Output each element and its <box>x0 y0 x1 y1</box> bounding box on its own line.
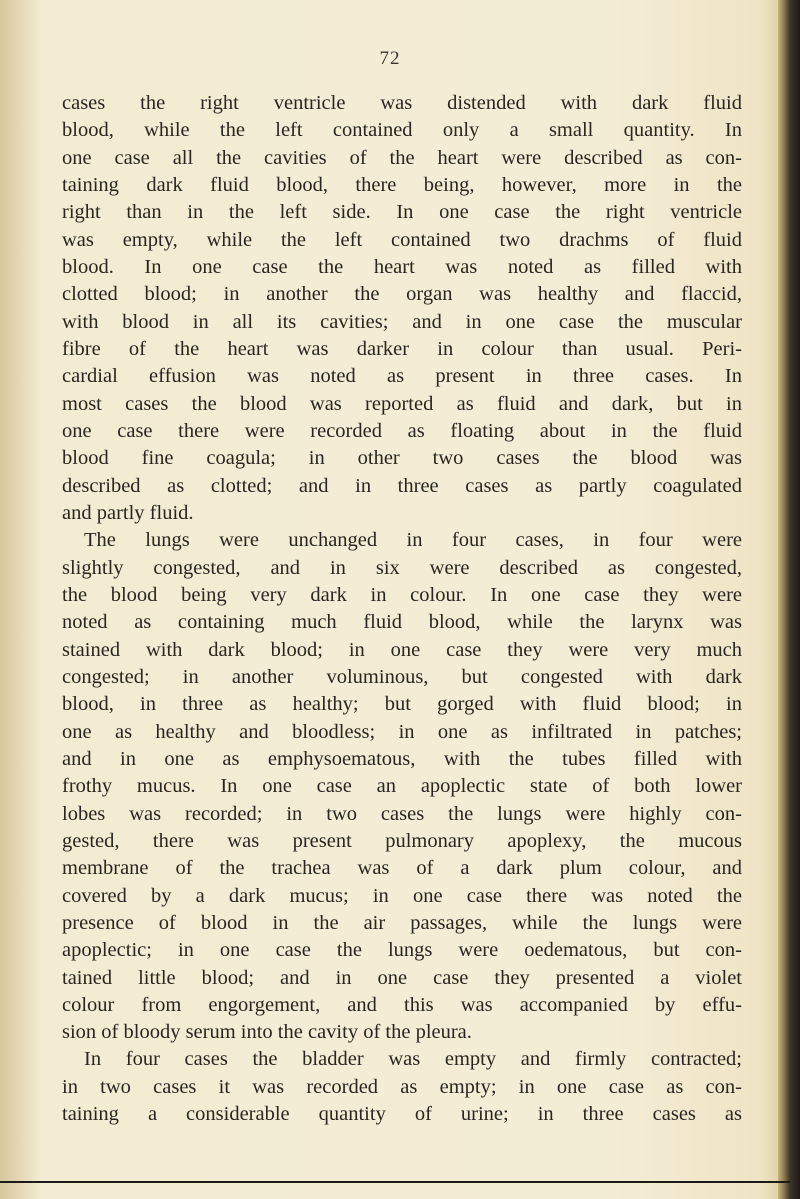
text-line: gested, there was present pulmonary apoplexy, the mucous <box>62 829 742 852</box>
text-line: most cases the blood was reported as fluid and dark, but in <box>62 392 742 415</box>
text-line: tained little blood; and in one case they presented a violet <box>62 966 742 989</box>
text-line: frothy mucus. In one case an apoplectic state of both lower <box>62 775 742 798</box>
text-line: lobes was recorded; in two cases the lungs were highly con- <box>62 802 742 825</box>
text-line: taining a considerable quantity of urine; in three cases as <box>62 1103 742 1126</box>
text-line: right than in the left side. In one case the right ventricle <box>62 201 742 224</box>
text-line: fibre of the heart was darker in colour than usual. Peri- <box>62 337 742 360</box>
bottom-edge-line <box>0 1181 790 1183</box>
text-line: sion of bloody serum into the cavity of the pleura. <box>62 1021 472 1044</box>
text-line: in two cases it was recorded as empty; in one case as con- <box>62 1075 742 1098</box>
text-line: blood, in three as healthy; but gorged with fluid blood; in <box>62 693 742 716</box>
text-line: noted as containing much fluid blood, while the larynx was <box>62 611 742 634</box>
text-line: membrane of the trachea was of a dark plum colour, and <box>62 857 742 880</box>
text-line: taining dark fluid blood, there being, however, more in the <box>62 173 742 196</box>
text-line: clotted blood; in another the organ was healthy and flaccid, <box>62 283 742 306</box>
text-line: The lungs were unchanged in four cases, in four were <box>84 529 742 552</box>
text-line: presence of blood in the air passages, while the lungs were <box>62 911 742 934</box>
text-line: blood, while the left contained only a small quantity. In <box>62 119 742 142</box>
text-line: and partly fluid. <box>62 501 194 524</box>
gutter-shadow <box>0 0 40 1199</box>
text-line: with blood in all its cavities; and in one case the muscular <box>62 310 742 333</box>
text-line: one as healthy and bloodless; in one as infiltrated in patches; <box>62 720 742 743</box>
text-line: cardial effusion was noted as present in three cases. In <box>62 365 742 388</box>
text-line: blood fine coagula; in other two cases the blood was <box>62 447 742 470</box>
page-number: 72 <box>379 48 401 69</box>
text-line: one case there were recorded as floating about in the fluid <box>62 419 742 442</box>
text-line: and in one as emphysoematous, with the tubes filled with <box>62 747 742 770</box>
text-line: stained with dark blood; in one case they were very much <box>62 638 742 661</box>
page-edge <box>778 0 800 1199</box>
text-line: blood. In one case the heart was noted as filled with <box>62 255 742 278</box>
text-line: one case all the cavities of the heart were described as con- <box>62 146 742 169</box>
text-line: the blood being very dark in colour. In one case they were <box>62 583 742 606</box>
text-line: colour from engorgement, and this was accompanied by effu- <box>62 993 742 1016</box>
text-line: apoplectic; in one case the lungs were oedematous, but con- <box>62 939 742 962</box>
text-line: was empty, while the left contained two drachms of fluid <box>62 228 742 251</box>
text-line: covered by a dark mucus; in one case there was noted the <box>62 884 742 907</box>
text-line: In four cases the bladder was empty and firmly contracted; <box>84 1048 742 1071</box>
text-line: cases the right ventricle was distended with dark fluid <box>62 92 742 114</box>
text-line: described as clotted; and in three cases as partly coagulated <box>62 474 742 497</box>
body-text <box>62 90 742 1128</box>
text-line: congested; in another voluminous, but congested with dark <box>62 665 742 688</box>
text-line: slightly congested, and in six were described as congested, <box>62 556 742 579</box>
